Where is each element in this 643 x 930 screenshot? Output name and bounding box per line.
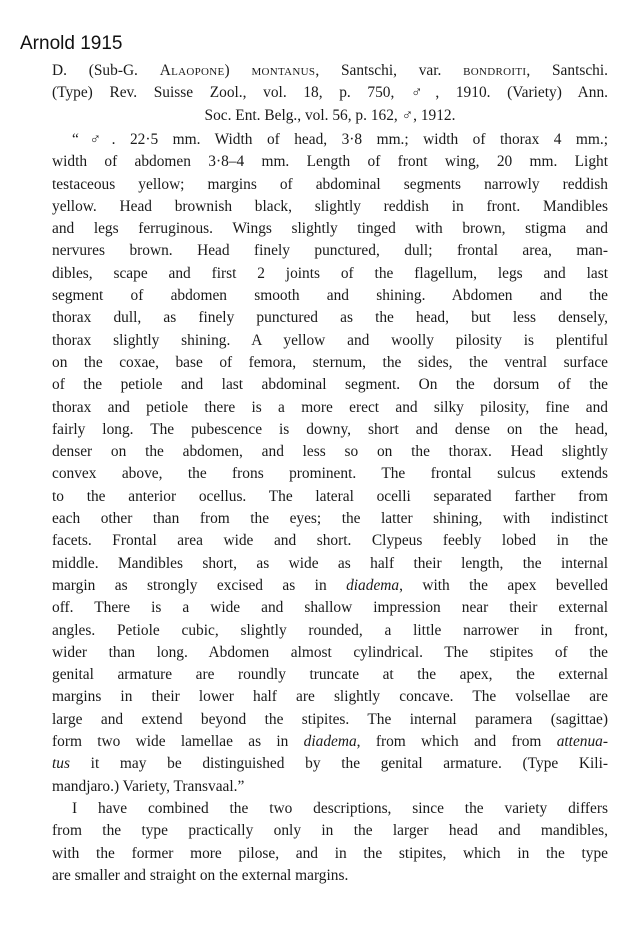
text-run: , from which and from: [356, 733, 557, 751]
species-author: , Santschi, var.: [315, 62, 464, 79]
description-line: [52, 776, 608, 798]
text-run: wider than long. Abdomen almost cylindrical. The stipites of the: [52, 643, 608, 661]
description-line: [52, 129, 608, 151]
text-run: thorax slightly shining. A yellow and woolly pilosity is plentiful: [52, 331, 608, 349]
description-line: [52, 419, 608, 441]
text-run: width of abdomen 3·8–4 mm. Length of front wing, 20 mm. Light: [52, 153, 608, 171]
text-run: thorax dull, as finely punctured as the head, but less densely,: [52, 309, 608, 327]
text-run: mandjaro.) Variety, Transvaal.”: [52, 777, 245, 795]
description-line: [52, 731, 608, 753]
description-line: [52, 553, 608, 575]
text-run: and legs ferruginous. Wings slightly tinged with brown, stigma and: [52, 220, 608, 238]
text-run: margins in their lower half are slightly concave. The volsellae are: [52, 688, 608, 706]
text-run: dibles, scape and first 2 joints of the flagellum, legs and last: [52, 264, 608, 282]
species-name: montanus: [251, 62, 316, 79]
text-run: on the coxae, base of femora, sternum, the sides, the ventral surface: [52, 353, 608, 371]
text-run: facets. Frontal area wide and short. Clypeus feebly lobed in the: [52, 532, 608, 550]
description-block: [52, 129, 608, 798]
italic-term: diadema: [303, 733, 357, 751]
description-line: [52, 397, 608, 419]
italic-term: attenua-: [556, 733, 608, 751]
text-run: yellow. Head brownish black, slightly reddish in front. Mandibles: [52, 197, 608, 215]
text-run: large and extend beyond the stipites. The internal paramera (sagittae): [52, 710, 608, 728]
text-run: I have combined the two descriptions, since the variety differs: [72, 800, 608, 817]
description-line: [52, 530, 608, 552]
description-line: [52, 508, 608, 530]
text-run: of the petiole and last abdominal segment. On the dorsum of the: [52, 376, 608, 394]
text-run: denser on the abdomen, and less so on the thorax. Head slightly: [52, 443, 608, 461]
description-line: [52, 240, 608, 262]
text-run: angles. Petiole cubic, slightly rounded, a little narrower in front,: [52, 621, 608, 639]
description-line: [52, 642, 608, 664]
description-line: [52, 307, 608, 329]
remarks-line: [52, 843, 608, 865]
text-run: nervures brown. Head finely punctured, dull; frontal area, man-: [52, 242, 608, 260]
italic-term: tus: [52, 755, 70, 773]
description-line: [52, 218, 608, 240]
subgenus-name: Alaopone: [159, 62, 225, 79]
text-run: , with the apex bevelled: [399, 576, 608, 594]
description-line: [52, 575, 608, 597]
description-line: [52, 620, 608, 642]
description-line: [52, 285, 608, 307]
reference-line: Soc. Ent. Belg., vol. 56, p. 162, ♂, 1912.: [204, 106, 456, 124]
genus-prefix: D. (Sub-G.: [52, 62, 160, 79]
text-run: convex above, the frons prominent. The frontal sulcus extends: [52, 465, 608, 483]
text-run: fairly long. The pubescence is downy, short and dense on the head,: [52, 420, 608, 438]
text-run: testaceous yellow; margins of abdominal segments narrowly reddish: [52, 175, 608, 193]
species-heading: [52, 60, 608, 82]
description-line: [52, 330, 608, 352]
text-run: genital armature are roundly truncate at the apex, the external: [52, 666, 608, 684]
remarks-line: [52, 865, 608, 887]
description-line: [52, 441, 608, 463]
text-run: middle. Mandibles short, as wide as half their length, the internal: [52, 554, 608, 572]
species-entry: [52, 60, 608, 127]
text-run: it may be distinguished by the genital armature. (Type Kili-: [69, 755, 608, 773]
remarks-line: [52, 820, 608, 842]
italic-term: diadema: [346, 576, 400, 594]
text-run: thorax and petiole there is a more erect and silky pilosity, fine and: [52, 398, 608, 416]
text-run: “♂. 22·5 mm. Width of head, 3·8 mm.; width of thorax 4 mm.;: [72, 131, 608, 148]
description-line: [52, 597, 608, 619]
description-line: [52, 686, 608, 708]
remarks-block: [52, 798, 608, 887]
text-run: off. There is a wide and shallow impression near their external: [52, 599, 608, 617]
variety-name: bondroiti: [463, 62, 527, 79]
text-run: segment of abdomen smooth and shining. Abdomen and the: [52, 287, 608, 305]
description-line: [52, 352, 608, 374]
paren-close: ): [224, 62, 252, 79]
page-header: Arnold 1915: [20, 33, 123, 54]
variety-author: , Santschi.: [526, 62, 608, 79]
description-line: [52, 463, 608, 485]
text-run: are smaller and straight on the external margins.: [52, 866, 349, 884]
description-line: [52, 664, 608, 686]
text-run: each other than from the eyes; the latter shining, with indistinct: [52, 510, 608, 528]
description-line: [52, 263, 608, 285]
description-line: [52, 753, 608, 775]
description-line: [52, 709, 608, 731]
description-line: [52, 196, 608, 218]
text-run: form two wide lamellae as in: [52, 733, 304, 751]
text-run: margin as strongly excised as in: [52, 576, 347, 594]
text-run: to the anterior ocellus. The lateral ocelli separated farther from: [52, 487, 608, 505]
text-run: with the former more pilose, and in the stipites, which in the type: [52, 844, 608, 862]
remarks-line: [52, 798, 608, 820]
description-line: [52, 374, 608, 396]
description-line: [52, 151, 608, 173]
description-line: [52, 174, 608, 196]
reference-line: (Type) Rev. Suisse Zool., vol. 18, p. 750, ♂, 1910. (Variety) Ann.: [52, 84, 608, 102]
description-line: [52, 486, 608, 508]
text-run: from the type practically only in the larger head and mandibles,: [52, 822, 608, 840]
